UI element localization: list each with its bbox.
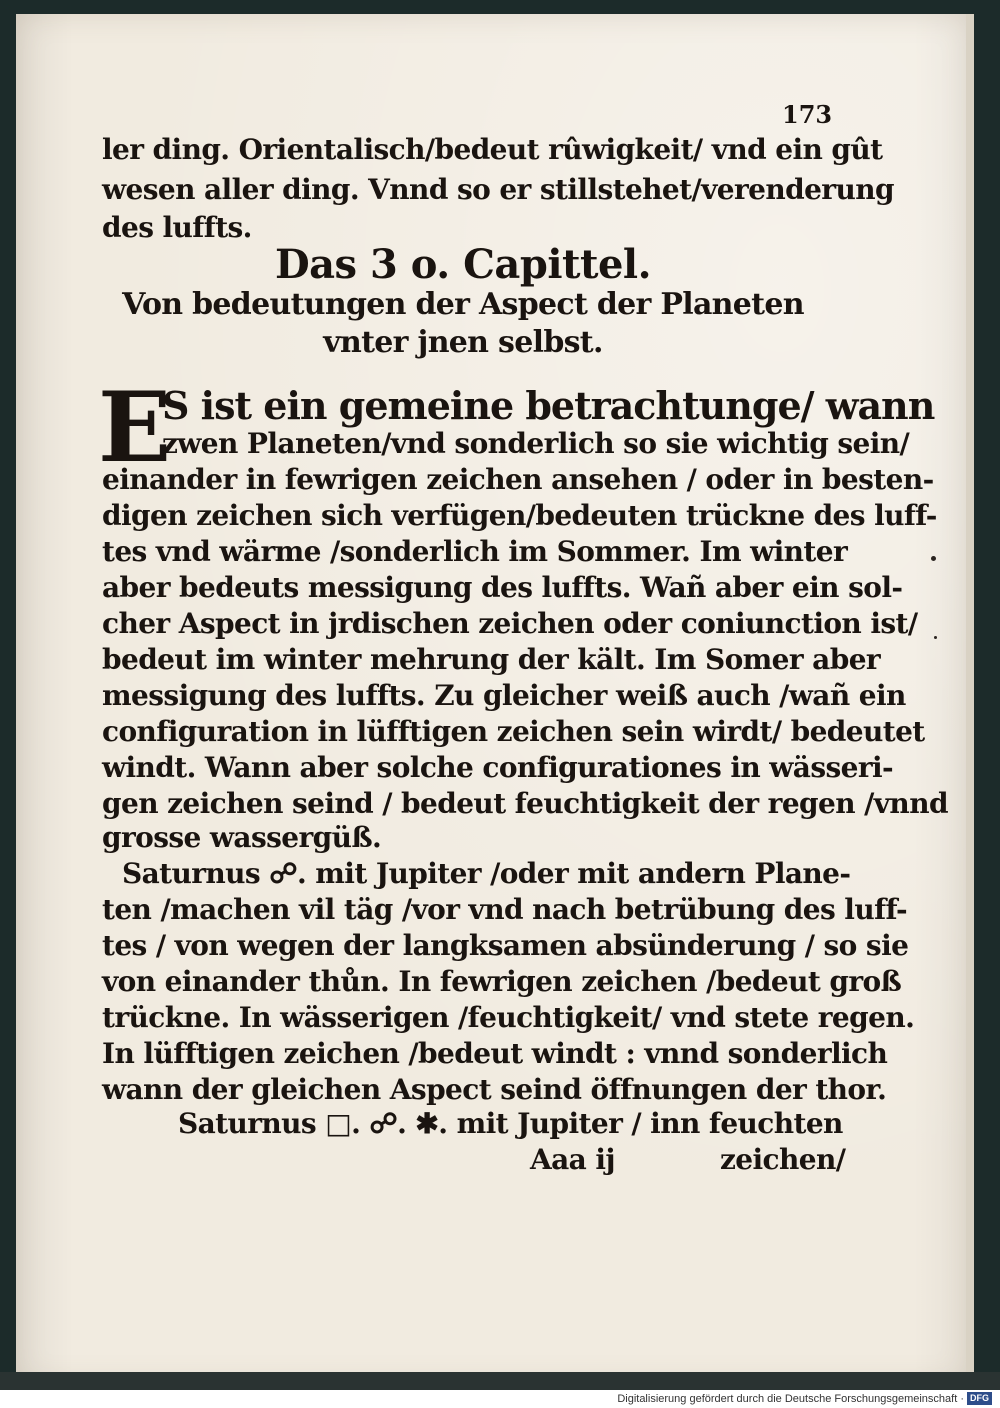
text-line: cher Aspect in jrdischen zeichen oder coniunction ist/ xyxy=(102,607,918,640)
text-line: In lüfftigen zeichen /bedeut windt : vnnd sonderlich xyxy=(102,1037,888,1070)
text-line: configuration in lüfftigen zeichen sein wirdt/ bedeutet xyxy=(102,715,925,748)
footer-text: Digitalisierung gefördert durch die Deutsche Forschungsgemeinschaft · xyxy=(617,1393,964,1405)
ink-speck xyxy=(931,556,936,561)
signature-mark: Aaa ij xyxy=(530,1143,615,1176)
chapter-title: Das 3 o. Capittel. xyxy=(274,241,652,288)
text-line: Saturnus ☍. mit Jupiter /oder mit andern Plane- xyxy=(122,857,851,890)
chapter-subtitle-line: vnter jnen selbst. xyxy=(323,325,603,360)
text-line: wesen aller ding. Vnnd so er stillstehet/verenderung xyxy=(102,173,894,206)
text-line: Saturnus □. ☍. ✱. mit Jupiter / inn feuchten xyxy=(178,1107,843,1140)
text-line: gen zeichen seind / bedeut feuchtigkeit der regen /vnnd xyxy=(102,787,948,820)
first-text-line: S ist ein gemeine betrachtunge/ wann xyxy=(162,383,935,428)
footer-credit xyxy=(617,1390,992,1408)
text-line: zwen Planeten/vnd sonderlich so sie wichtig sein/ xyxy=(162,427,910,460)
text-line: einander in fewrigen zeichen ansehen / oder in besten- xyxy=(102,463,934,496)
initial-capital: E xyxy=(98,371,172,484)
text-line: des luffts. xyxy=(102,211,252,244)
text-line: windt. Wann aber solche configurationes in wässeri- xyxy=(102,751,894,784)
dfg-logo: DFG xyxy=(967,1392,992,1405)
ink-speck xyxy=(934,636,937,639)
text-line: ler ding. Orientalisch/bedeut rûwigkeit/ vnd ein gût xyxy=(102,133,883,166)
text-line: grosse wassergüß. xyxy=(102,821,382,854)
text-line: wann der gleichen Aspect seind öffnungen der thor. xyxy=(102,1073,887,1106)
text-line: tes vnd wärme /sonderlich im Sommer. Im winter xyxy=(102,535,848,568)
scan-bottom-edge xyxy=(0,1372,1000,1390)
catchword: zeichen/ xyxy=(720,1143,846,1176)
text-line: trückne. In wässerigen /feuchtigkeit/ vnd stete regen. xyxy=(102,1001,915,1034)
text-line: tes / von wegen der langksamen absünderung / so sie xyxy=(102,929,909,962)
page-edge xyxy=(966,14,974,1384)
text-line: bedeut im winter mehrung der kält. Im Somer aber xyxy=(102,643,881,676)
text-line: digen zeichen sich verfügen/bedeuten trückne des luff- xyxy=(102,499,937,532)
text-line: messigung des luffts. Zu gleicher weiß auch /wañ ein xyxy=(102,679,906,712)
text-line: ten /machen vil täg /vor vnd nach betrübung des luff- xyxy=(102,893,908,926)
chapter-subtitle-line: Von bedeutungen der Aspect der Planeten xyxy=(122,287,804,322)
text-line: von einander thůn. In fewrigen zeichen /bedeut groß xyxy=(102,965,902,998)
page-number: 173 xyxy=(782,100,833,129)
text-line: aber bedeuts messigung des luffts. Wañ aber ein sol- xyxy=(102,571,903,604)
